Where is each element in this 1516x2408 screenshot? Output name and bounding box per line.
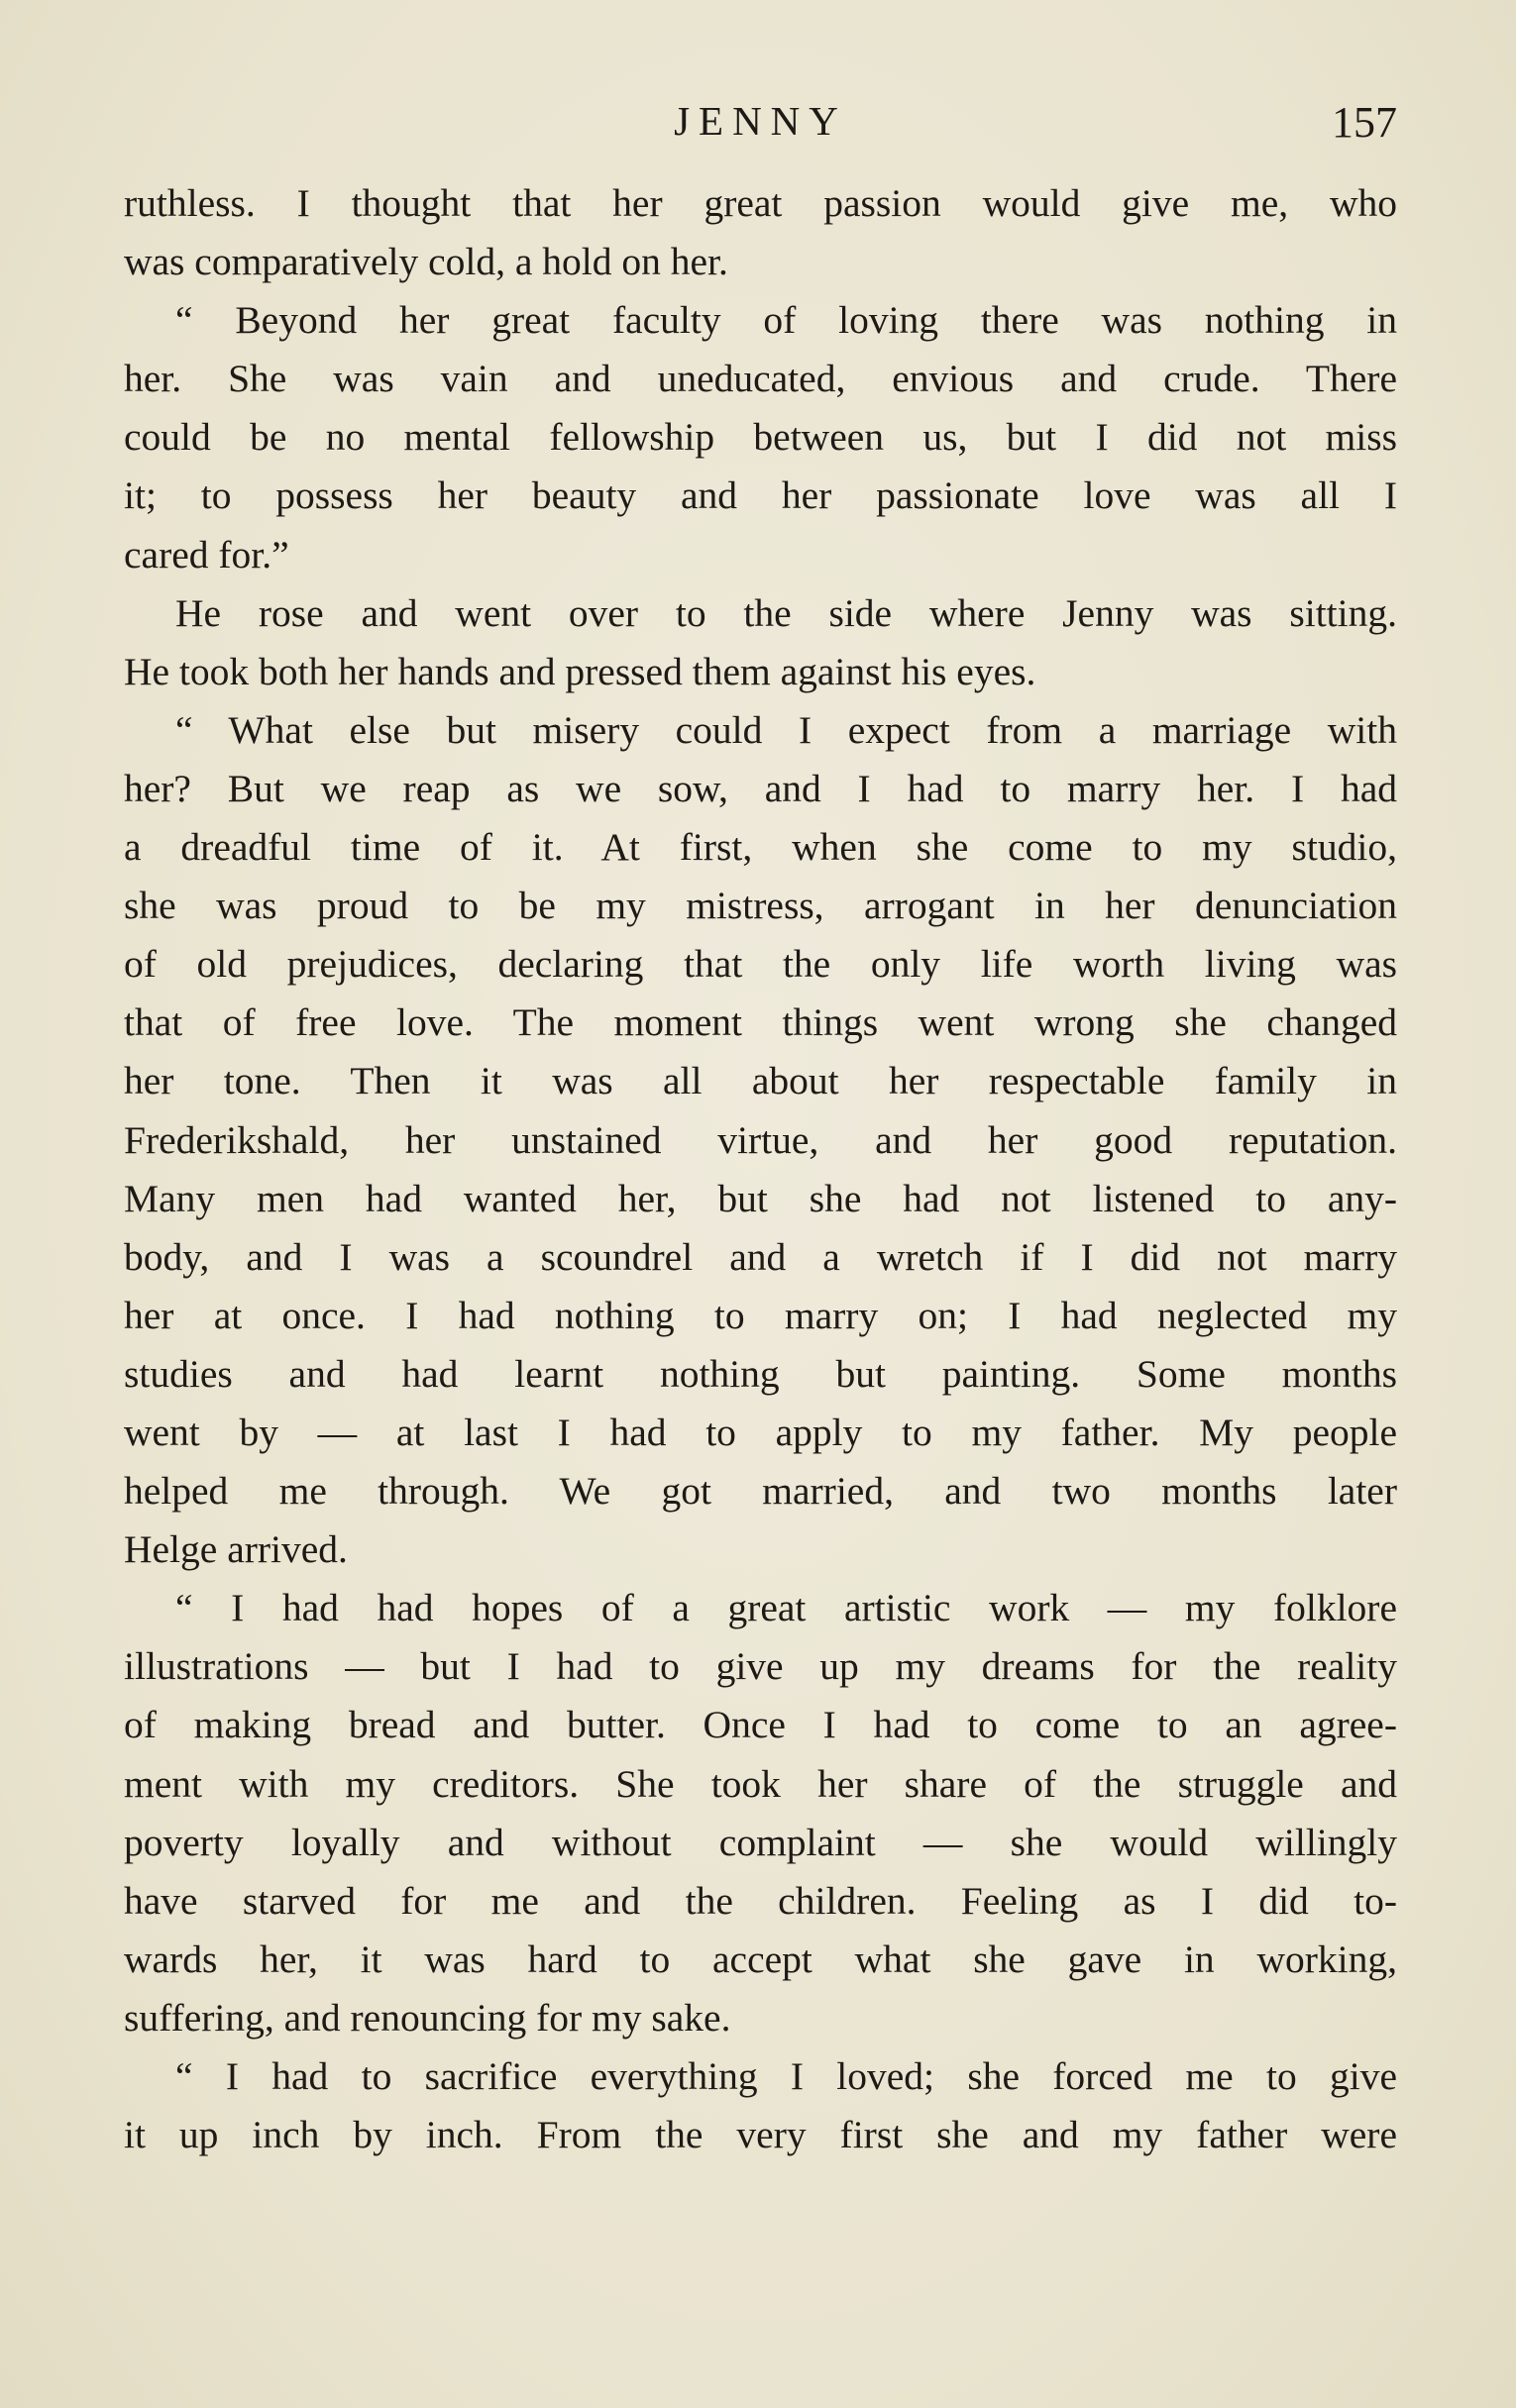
text-line: Frederikshald, her unstained virtue, and her good reputation.	[124, 1117, 1397, 1162]
text-line: of old prejudices, declaring that the only life worth living was	[124, 942, 1397, 987]
text-line: “ I had had hopes of a great artistic work — my folklore	[175, 1586, 1397, 1630]
text-line: Helge arrived.	[124, 1527, 348, 1572]
text-line: it up inch by inch. From the very first she and my father were	[124, 2113, 1397, 2157]
text-line: was comparatively cold, a hold on her.	[124, 240, 728, 284]
text-line: a dreadful time of it. At first, when she come to my studio,	[124, 825, 1397, 870]
text-line: poverty loyally and without complaint — she would willingly	[124, 1820, 1397, 1864]
text-line: “ I had to sacrifice everything I loved; she forced me to give	[175, 2054, 1397, 2098]
text-line: wards her, it was hard to accept what she gave in working,	[124, 1937, 1397, 1981]
text-line: studies and had learnt nothing but painting. Some months	[124, 1351, 1397, 1396]
text-line: her? But we reap as we sow, and I had to marry her. I had	[124, 766, 1397, 810]
text-line: her tone. Then it was all about her respectable family in	[124, 1059, 1397, 1103]
page-number: 157	[1332, 98, 1397, 147]
text-line: suffering, and renouncing for my sake.	[124, 1995, 731, 2040]
text-line: Many men had wanted her, but she had not listened to any-	[124, 1176, 1397, 1220]
text-line: it; to possess her beauty and her passionate love was all I	[124, 473, 1397, 518]
text-line: “ Beyond her great faculty of loving there was nothing in	[175, 298, 1397, 343]
text-line: He took both her hands and pressed them against his eyes.	[124, 649, 1036, 693]
page-header	[124, 91, 1397, 151]
text-line: could be no mental fellowship between us, but I did not miss	[124, 415, 1397, 460]
text-line: went by — at last I had to apply to my father. My people	[124, 1410, 1397, 1454]
text-line: of making bread and butter. Once I had to come to an agree-	[124, 1703, 1397, 1747]
text-line: her at once. I had nothing to marry on; I had neglected my	[124, 1293, 1397, 1337]
text-line: helped me through. We got married, and two months later	[124, 1469, 1397, 1514]
text-line: ruthless. I thought that her great passion would give me, who	[124, 181, 1397, 225]
text-line: body, and I was a scoundrel and a wretch if I did not marry	[124, 1234, 1397, 1279]
text-line: ment with my creditors. She took her share of the struggle and	[124, 1761, 1397, 1806]
body-text	[124, 174, 1397, 2164]
text-line: have starved for me and the children. Feeling as I did to-	[124, 1878, 1397, 1923]
text-line: cared for.”	[124, 532, 289, 576]
text-line: that of free love. The moment things went wrong she changed	[124, 1000, 1397, 1045]
text-line: illustrations — but I had to give up my dreams for the reality	[124, 1644, 1397, 1689]
text-line: He rose and went over to the side where Jenny was sitting.	[175, 590, 1397, 635]
text-line: her. She was vain and uneducated, envious and crude. There	[124, 357, 1397, 401]
text-line: “ What else but misery could I expect from a marriage with	[175, 707, 1397, 752]
running-head: JENNY	[674, 98, 847, 144]
text-line: she was proud to be my mistress, arrogant in her denunciation	[124, 884, 1397, 928]
